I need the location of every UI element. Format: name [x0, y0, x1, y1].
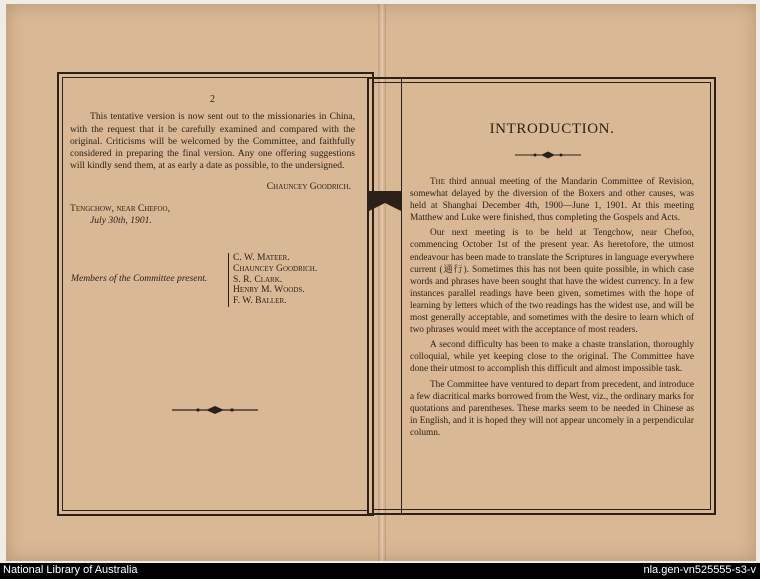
members-list: [228, 253, 317, 307]
date-line: July 30th, 1901.: [90, 215, 152, 227]
intro-paragraph-1: [410, 176, 694, 224]
intro-paragraph-1-text: third annual meeting of the Mandarin Committee of Revision, somewhat delayed by the diversion of the Boxers and other causes, was held at Shanghai December 4th, 1900—June 1, 1901. At this meeting Matthew and Luke were finished, thus completing the Gospels and Acts.: [410, 177, 694, 224]
member-name: C. W. Mateer.: [233, 252, 290, 263]
members-label: Members of the Committee present.: [71, 273, 208, 284]
member-name: F. W. Baller.: [233, 295, 287, 307]
left-page-text: [70, 94, 355, 228]
introduction-heading: INTRODUCTION.: [489, 121, 615, 137]
member-name: Henry M. Woods.: [233, 284, 305, 296]
page-number: 2: [210, 94, 215, 105]
members-block: [71, 253, 361, 313]
ornament-heading-icon: [513, 150, 583, 160]
intro-paragraph-4: The Committee have ventured to depart from precedent, and introduce a few diacritical marks borrowed from the West, viz., the ordinary marks for quotations and parentheses. These marks seem to be needed in Chinese as in English, and it is hoped they will not appear uncomely in a perpendicular column.: [410, 379, 694, 438]
footer-bar: [0, 563, 760, 579]
intro-lead-word: The: [430, 177, 446, 187]
footer-item-id: nla.gen-vn525555-s3-v: [643, 564, 756, 576]
notice-paragraph: This tentative version is now sent out to the missionaries in China, with the request that it be carefully examined and compared with the original. Criticisms will be welcomed by the Committee, and faithfully considered in preparing the final version. Any one offering suggestions will kindly send them, at as early a date as possible, to the undersigned.: [70, 111, 355, 172]
member-name: S. R. Clark.: [233, 273, 283, 285]
member-name: Chauncey Goodrich.: [233, 262, 318, 274]
spine-chevron-icon: [369, 191, 401, 211]
place-line: Tengchow, near Chefoo,: [70, 203, 171, 215]
footer-library-name: National Library of Australia: [3, 564, 138, 576]
intro-paragraph-3: A second difficulty has been to make a chaste translation, thoroughly colloquial, while yet keeping close to the original. The Committee have done their utmost to accomplish this difficult and almost impossible task.: [410, 340, 694, 375]
spine-column: [369, 79, 402, 513]
intro-paragraph-2: Our next meeting is to be held at Tengchow, near Chefoo, commencing October 1st of the present year. As heretofore, the utmost endeavour has been made to translate the Scriptures in language everywhere current (通行). Sometimes this has not been quite possible, in which case words and phrases have been sought that have the widest currency. In a few instances parallel readings have been given, sometimes with the hope of learning by letters which of the two readings has the widest use, and will be most generally acceptable, and sometimes with the desire to learn which of two phrases would meet with the acceptance of most readers.: [410, 228, 694, 336]
introduction-text: [410, 176, 694, 442]
signature: Chauncey Goodrich.: [266, 180, 351, 192]
ornament-divider-icon: [170, 405, 260, 415]
